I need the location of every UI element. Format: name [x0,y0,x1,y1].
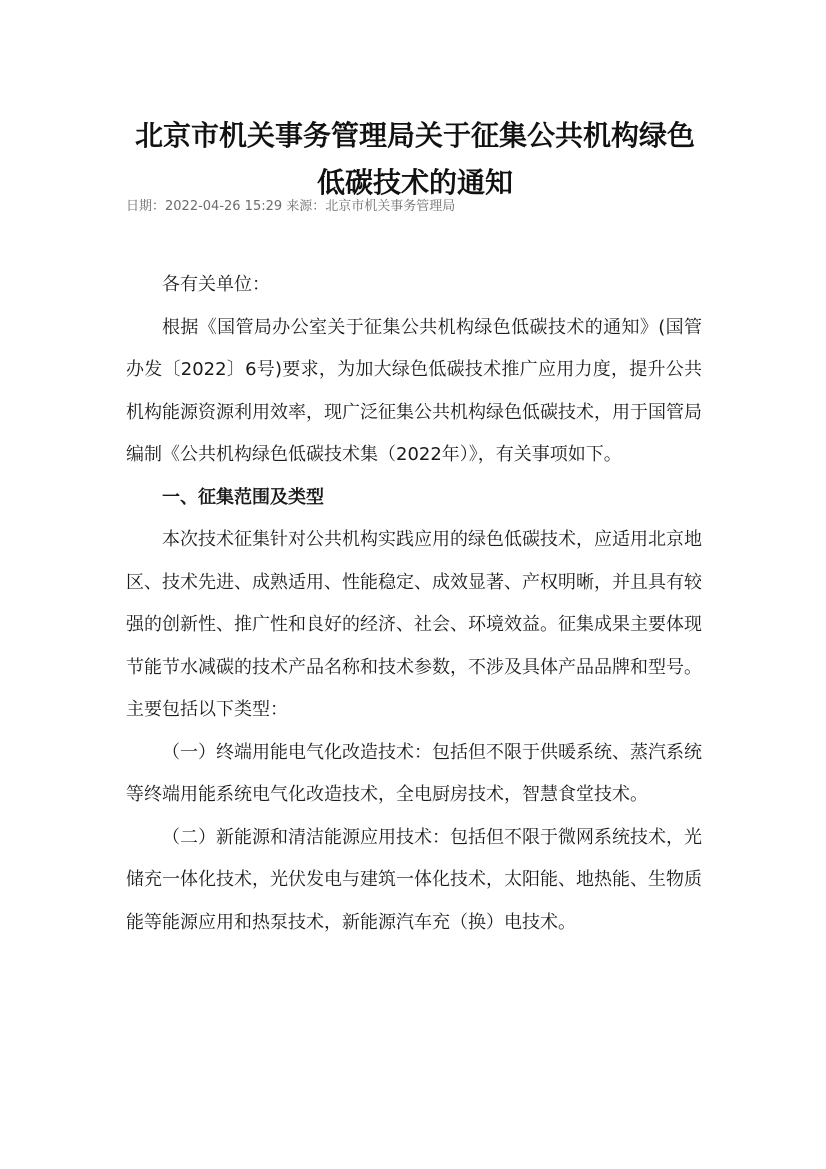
document-body [126,264,702,944]
category-one-paragraph: （一）终端用能电气化改造技术：包括但不限于供暖系统、蒸汽系统等终端用能系统电气化改造技术，全电厨房技术，智慧食堂技术。 [126,741,702,805]
publish-meta: 日期：2022-04-26 15:29 来源：北京市机关事务管理局 [126,199,456,214]
salutation-paragraph: 各有关单位： [162,274,270,295]
scope-paragraph: 本次技术征集针对公共机构实践应用的绿色低碳技术，应适用北京地区、技术先进、成熟适用、性能稳定、成效显著、产权明晰，并且具有较强的创新性、推广性和良好的经济、社会、环境效益。征集成果主要体现节能节水减碳的技术产品名称和技术参数，不涉及具体产品品牌和型号。主要包括以下类型： [126,529,702,720]
section-heading: 一、征集范围及类型 [162,486,324,508]
document-title: 北京市机关事务管理局关于征集公共机构绿色低碳技术的通知 [134,119,695,199]
category-two-paragraph: （二）新能源和清洁能源应用技术：包括但不限于微网系统技术，光储充一体化技术，光伏发电与建筑一体化技术，太阳能、地热能、生物质能等能源应用和热泵技术，新能源汽车充（换）电技术。 [126,826,702,933]
intro-paragraph: 根据《国管局办公室关于征集公共机构绿色低碳技术的通知》(国管办发〔2022〕6号)要求，为加大绿色低碳技术推广应用力度，提升公共机构能源资源利用效率，现广泛征集公共机构绿色低碳技术，用于国管局编制《公共机构绿色低碳技术集（2022年）》，有关事项如下。 [126,316,702,465]
